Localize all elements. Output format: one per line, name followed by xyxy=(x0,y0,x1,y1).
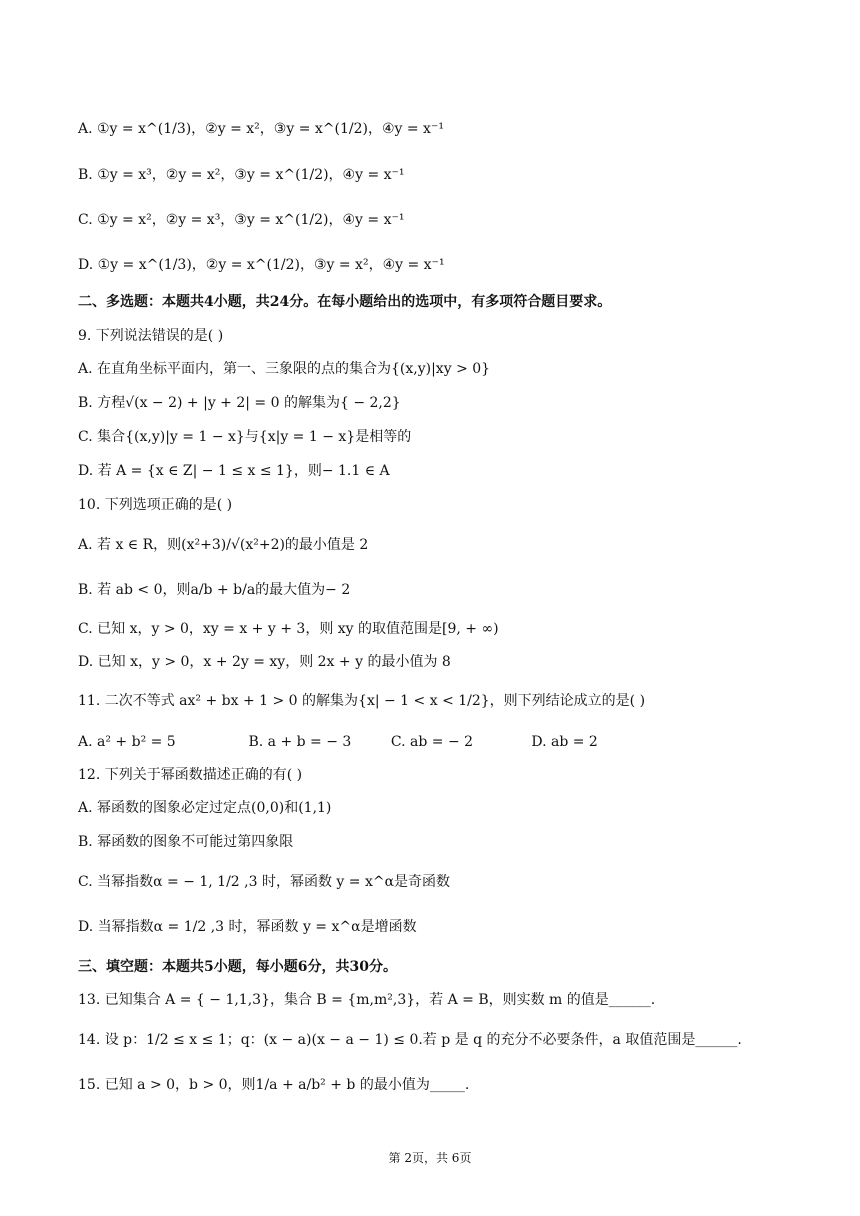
q11-option-c: C. ab = − 2 xyxy=(390,734,474,750)
section-heading-fill-in: 三、填空题：本题共5小题，每小题6分，共30分。 xyxy=(78,959,397,975)
line-q9-c: C. 集合{(x,y)|y = 1 − x}与{x|y = 1 − x}是相等的 xyxy=(78,429,412,445)
line-q10-d: D. 已知 x，y > 0，x + 2y = xy，则 2x + y 的最小值为 8 xyxy=(78,654,451,670)
line-q10-b: B. 若 ab < 0，则a/b + b/a的最大值为− 2 xyxy=(78,582,351,598)
line-q8-c: C. ①y = x²，②y = x³，③y = x^(1/2)，④y = x⁻¹ xyxy=(78,212,405,228)
question-12: 12. 下列关于幂函数描述正确的有( ) xyxy=(78,767,303,783)
line-q10-a: A. 若 x ∈ R，则(x²+3)/√(x²+2)的最小值是 2 xyxy=(78,537,369,553)
q11-option-a: A. a² + b² = 5 xyxy=(78,734,176,750)
line-q12-d: D. 当幂指数α = 1/2 ,3 时，幂函数 y = x^α是增函数 xyxy=(78,919,417,935)
line-q9-d: D. 若 A = {x ∈ Z| − 1 ≤ x ≤ 1}，则− 1.1 ∈ A xyxy=(78,463,390,479)
question-13: 13. 已知集合 A = { − 1,1,3}，集合 B = {m,m²,3}，若 A = B，则实数 m 的值是______. xyxy=(78,992,656,1008)
q11-options-row xyxy=(78,732,598,752)
line-q8-d: D. ①y = x^(1/3)，②y = x^(1/2)，③y = x²，④y = x⁻¹ xyxy=(78,257,445,273)
line-q12-a: A. 幂函数的图象必定过定点(0,0)和(1,1) xyxy=(78,800,332,816)
line-q8-b: B. ①y = x³，②y = x²，③y = x^(1/2)，④y = x⁻¹ xyxy=(78,167,405,183)
question-11: 11. 二次不等式 ax² + bx + 1 > 0 的解集为{x| − 1 < x < 1/2}，则下列结论成立的是( ) xyxy=(78,693,646,709)
question-10: 10. 下列选项正确的是( ) xyxy=(78,497,233,513)
line-q9-a: A. 在直角坐标平面内，第一、三象限的点的集合为{(x,y)|xy > 0} xyxy=(78,361,491,377)
question-9: 9. 下列说法错误的是( ) xyxy=(78,328,224,344)
section-heading-multiple-choice: 二、多选题：本题共4小题，共24分。在每小题给出的选项中，有多项符合题目要求。 xyxy=(78,294,612,310)
line-q12-c: C. 当幂指数α = − 1, 1/2 ,3 时，幂函数 y = x^α是奇函数 xyxy=(78,874,451,890)
line-q8-a: A. ①y = x^(1/3)，②y = x²，③y = x^(1/2)，④y = x⁻¹ xyxy=(78,121,444,137)
q11-option-b: B. a + b = − 3 xyxy=(248,734,352,750)
question-14: 14. 设 p：1/2 ≤ x ≤ 1；q：(x − a)(x − a − 1) ≤ 0.若 p 是 q 的充分不必要条件，a 取值范围是______. xyxy=(78,1032,742,1048)
q11-option-d: D. ab = 2 xyxy=(531,734,598,750)
line-q10-c: C. 已知 x，y > 0，xy = x + y + 3，则 xy 的取值范围是[9, + ∞) xyxy=(78,621,499,637)
line-q9-b: B. 方程√(x − 2) + |y + 2| = 0 的解集为{ − 2,2} xyxy=(78,395,401,411)
line-q12-b: B. 幂函数的图象不可能过第四象限 xyxy=(78,834,294,850)
question-15: 15. 已知 a > 0，b > 0，则1/a + a/b² + b 的最小值为_____. xyxy=(78,1077,470,1093)
page-footer: 第 2页，共 6页 xyxy=(388,1151,472,1165)
